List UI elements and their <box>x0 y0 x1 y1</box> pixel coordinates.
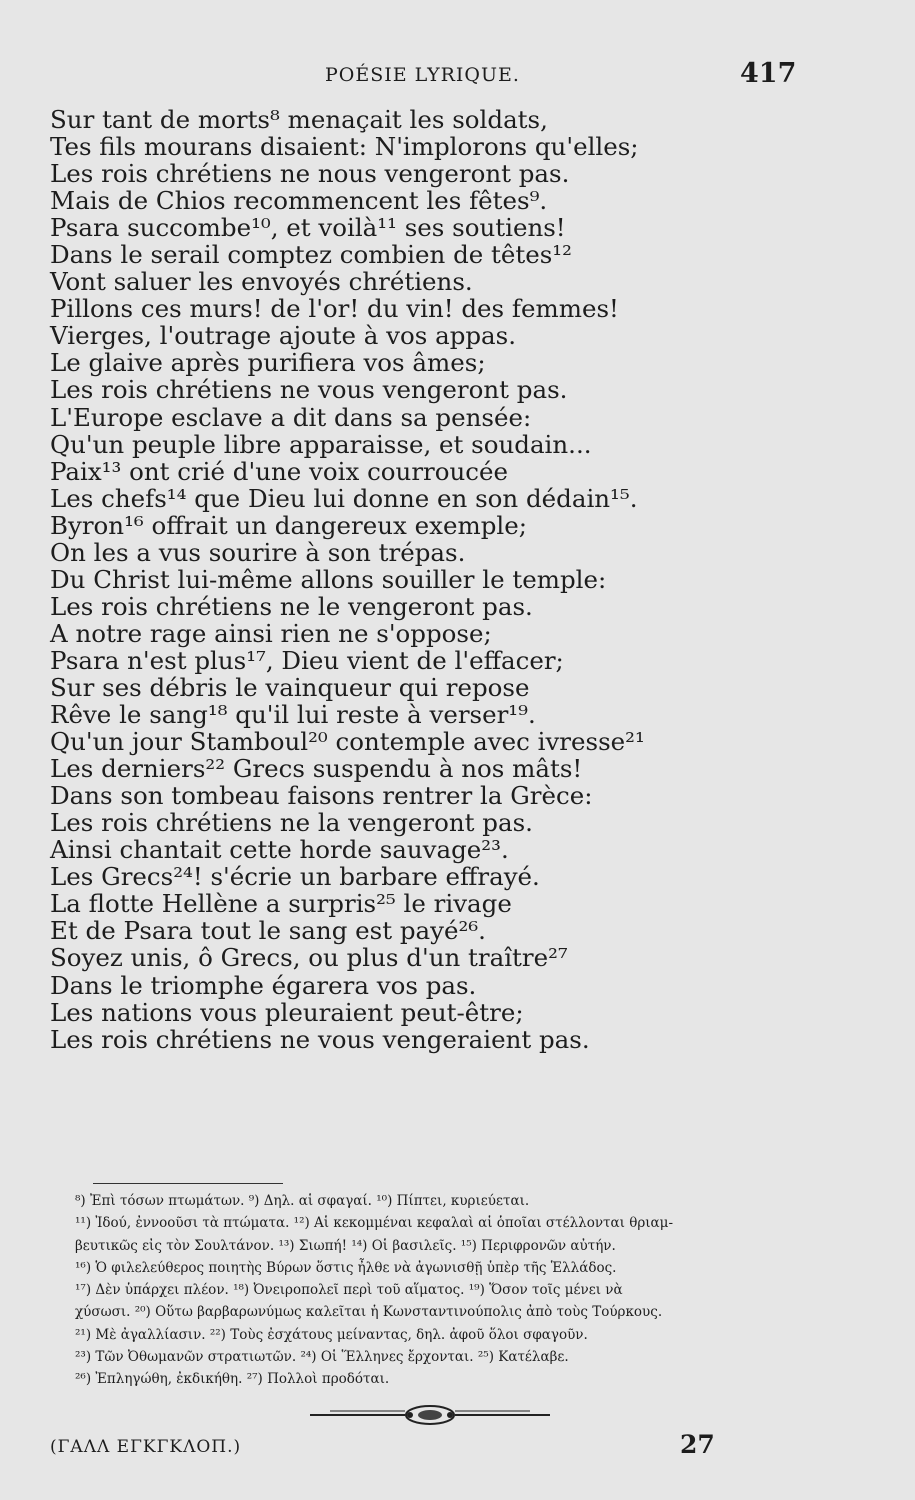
poem-line: Dans le serail comptez combien de têtes¹² <box>50 240 572 270</box>
poem-line: Psara succombe¹⁰, et voilà¹¹ ses soutiens! <box>50 213 566 243</box>
poem-line: Vierges, l'outrage ajoute à vos appas. <box>50 321 517 351</box>
poem-line: Mais de Chios recommencent les fêtes⁹. <box>50 186 548 216</box>
footnote-line: βευτικῶς εἰς τὸν Σουλτάνον. ¹³) Σιωπή! ¹⁴) Οἱ βασιλεῖς. ¹⁵) Περιφρονῶν αὐτήν. <box>75 1237 616 1254</box>
poem-line: Les chefs¹⁴ que Dieu lui donne en son dédain¹⁵. <box>50 483 638 513</box>
poem-line: La flotte Hellène a surpris²⁵ le rivage <box>50 889 512 919</box>
footnote-line: ¹¹) Ἰδού, ἐννοοῦσι τὰ πτώματα. ¹²) Αἱ κεκομμέναι κεφαλαὶ αἱ ὁποῖαι στέλλονται θριαμ- <box>75 1215 674 1232</box>
poem-line: Rêve le sang¹⁸ qu'il lui reste à verser¹⁹. <box>50 700 536 730</box>
poem-line: Du Christ lui-même allons souiller le temple: <box>50 564 607 594</box>
poem-line: Pillons ces murs! de l'or! du vin! des femmes! <box>50 294 619 324</box>
poem-line: Les rois chrétiens ne nous vengeront pas. <box>50 159 570 189</box>
footnote-separator <box>93 1183 283 1184</box>
page-number: 417 <box>740 58 797 89</box>
footnote-line: ²³) Τῶν Ὀθωμανῶν στρατιωτῶν. ²⁴) Οἱ Ἕλληνες ἔρχονται. ²⁵) Κατέλαβε. <box>75 1349 569 1366</box>
poem-line: L'Europe esclave a dit dans sa pensée: <box>50 402 532 432</box>
poem-line: Qu'un jour Stamboul²⁰ contemple avec ivresse²¹ <box>50 727 645 757</box>
footnotes <box>75 1190 845 1391</box>
poem-line: A notre rage ainsi rien ne s'oppose; <box>50 618 492 648</box>
sheet-number: 27 <box>680 1430 715 1459</box>
poem-line: Vont saluer les envoyés chrétiens. <box>50 267 473 297</box>
poem-line: Dans le triomphe égarera vos pas. <box>50 970 477 1000</box>
poem-line: Psara n'est plus¹⁷, Dieu vient de l'effacer; <box>50 645 564 675</box>
footnote-line: χύσωσι. ²⁰) Οὕτω βαρβαρωνύμως καλεῖται ἡ Κωνσταντινούπολις ἀπὸ τοὺς Τούρκους. <box>75 1304 663 1321</box>
poem-line: Les rois chrétiens ne le vengeront pas. <box>50 591 533 621</box>
poem-line: Et de Psara tout le sang est payé²⁶. <box>50 916 486 946</box>
poem-line: Soyez unis, ô Grecs, ou plus d'un traître²⁷ <box>50 943 568 973</box>
poem-line: Paix¹³ ont crié d'une voix courroucée <box>50 456 509 486</box>
footnote-line: ¹⁶) Ὁ φιλελεύθερος ποιητὴς Βύρων ὅστις ἦλθε νὰ ἀγωνισθῇ ὑπὲρ τῆς Ἑλλάδος. <box>75 1259 617 1276</box>
poem-line: Sur tant de morts⁸ menaçait les soldats, <box>50 105 548 134</box>
footnote-line: ¹⁷) Δὲν ὑπάρχει πλέον. ¹⁸) Ὀνειροπολεῖ περὶ τοῦ αἵματος. ¹⁹) Ὅσον τοῖς μένει νὰ <box>75 1282 623 1299</box>
poem-line: Les Grecs²⁴! s'écrie un barbare effrayé. <box>50 862 540 892</box>
ornament-divider <box>310 1402 550 1428</box>
poem-line: Tes fils mourans disaient: N'implorons qu'elles; <box>50 132 639 162</box>
signature-mark: (ΓΑΛΛ ΕΓΚΓΚΛΟΠ.) <box>50 1437 242 1457</box>
poem-line: Sur ses débris le vainqueur qui repose <box>50 672 530 702</box>
poem-line: Les derniers²² Grecs suspendu à nos mâts! <box>50 754 583 784</box>
poem-line: Les nations vous pleuraient peut-être; <box>50 997 524 1027</box>
page-header <box>0 58 915 98</box>
poem-line: Byron¹⁶ offrait un dangereux exemple; <box>50 510 527 540</box>
poem-body <box>50 106 870 1053</box>
poem-line: Le glaive après purifiera vos âmes; <box>50 348 486 378</box>
running-title: POÉSIE LYRIQUE. <box>325 64 520 86</box>
poem-line: On les a vus sourire à son trépas. <box>50 537 466 567</box>
poem-line: Les rois chrétiens ne la vengeront pas. <box>50 808 533 838</box>
poem-line: Dans son tombeau faisons rentrer la Grèce: <box>50 781 593 811</box>
poem-line: Les rois chrétiens ne vous vengeront pas. <box>50 375 568 405</box>
footnote-line: ²¹) Μὲ ἀγαλλίασιν. ²²) Τοὺς ἐσχάτους μείναντας, δηλ. ἀφοῦ ὅλοι σφαγοῦν. <box>75 1326 588 1343</box>
poem-line: Les rois chrétiens ne vous vengeraient pas. <box>50 1024 590 1054</box>
footnote-line: ²⁶) Ἐπληγώθη, ἐκδικήθη. ²⁷) Πολλοὶ προδόται. <box>75 1371 390 1388</box>
poem-line: Ainsi chantait cette horde sauvage²³. <box>50 835 509 865</box>
poem-line: Qu'un peuple libre apparaisse, et soudain... <box>50 429 592 459</box>
footnote-line: ⁸) Ἐπὶ τόσων πτωμάτων. ⁹) Δηλ. αἱ σφαγαί. ¹⁰) Πίπτει, κυριεύεται. <box>75 1193 530 1209</box>
